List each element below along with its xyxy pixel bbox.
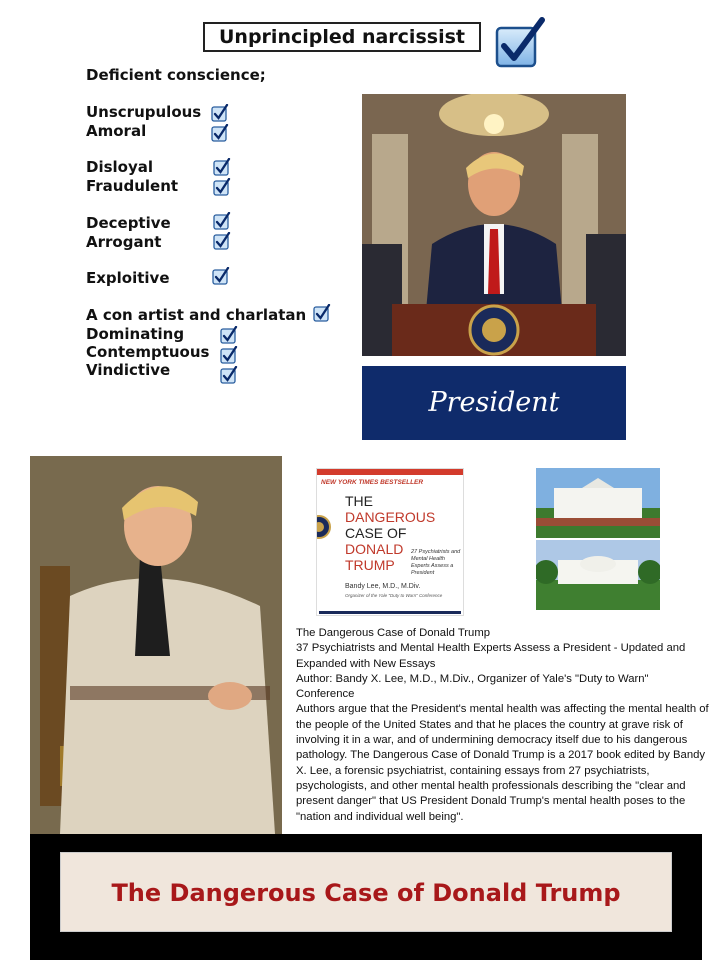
page-title: Unprincipled narcissist — [203, 22, 481, 52]
trait-label: Fraudulent — [86, 177, 179, 195]
trait-label: Unscrupulous — [86, 103, 202, 121]
checkbox-icon — [212, 267, 230, 285]
checkbox-icon — [213, 212, 231, 230]
trait-label: Dominating — [86, 325, 185, 343]
presidential-seal-icon — [316, 515, 331, 539]
trait-label: Disloyal — [86, 158, 154, 176]
trait-label: Deceptive — [86, 214, 171, 232]
checkbox-icon — [313, 304, 331, 322]
description-title: The Dangerous Case of Donald Trump — [296, 627, 491, 639]
portrait-painting — [30, 456, 282, 834]
white-house-photos — [536, 468, 660, 610]
book-blurb: 27 Psychiatrists and Mental Health Experts Assess a President — [411, 549, 461, 576]
book-author: Bandy Lee, M.D., M.Div. — [345, 583, 421, 590]
book-title-line: DONALD — [345, 541, 404, 557]
checkbox-icon — [213, 232, 231, 250]
description-author: Author: Bandy X. Lee, M.D., M.Div., Organizer of Yale's "Duty to Warn" Conference — [296, 672, 649, 701]
trait-label: Exploitive — [86, 269, 170, 287]
president-caption: President — [362, 366, 626, 440]
trait-label: A con artist and charlatan — [86, 306, 307, 324]
book-badge: NEW YORK TIMES BESTSELLER — [321, 479, 424, 486]
description-subtitle: 37 Psychiatrists and Mental Health Experts Assess a President - Updated and Expanded with New Essays — [296, 642, 686, 670]
checkbox-icon — [220, 346, 238, 364]
large-checkbox-icon — [494, 16, 546, 70]
book-title-line: DANGEROUS — [345, 509, 436, 525]
book-title-line: THE — [345, 493, 373, 509]
checkbox-icon — [213, 158, 231, 176]
podium-photo — [362, 94, 626, 356]
book-title-line: CASE OF — [345, 525, 407, 541]
footer-title: The Dangerous Case of Donald Trump — [60, 852, 672, 932]
book-organizer: Organizer of the Yale "Duty to Warn" Conference — [345, 593, 443, 598]
trait-label: Amoral — [86, 122, 147, 140]
description-body: Authors argue that the President's mental health was affecting the mental health of the people of the United States and that he places the country at grave risk of involving it in a war, and of undermining democracy itself due to his dangerous pathology. The Dangerous Case of Donald Trump is a 2017 book edited by Bandy X. Lee, a forensic psychiatrist, containing essays from 27 psychiatrists, psychologists, and other mental health professionals describing the "clear and present danger" that US President Donald Trump's mental health poses to the "nation and individual well being". — [296, 703, 709, 823]
checkbox-icon — [211, 104, 229, 122]
trait-label: Vindictive — [86, 361, 171, 379]
checkbox-icon — [220, 326, 238, 344]
book-cover — [316, 468, 464, 616]
trait-label: Arrogant — [86, 233, 162, 251]
checkbox-icon — [213, 178, 231, 196]
subtitle: Deficient conscience; — [86, 66, 266, 84]
book-description — [296, 626, 710, 825]
checkbox-icon — [211, 124, 229, 142]
checkbox-icon — [220, 366, 238, 384]
trait-label: Contemptuous — [86, 343, 210, 361]
book-title-line: TRUMP — [345, 557, 395, 573]
